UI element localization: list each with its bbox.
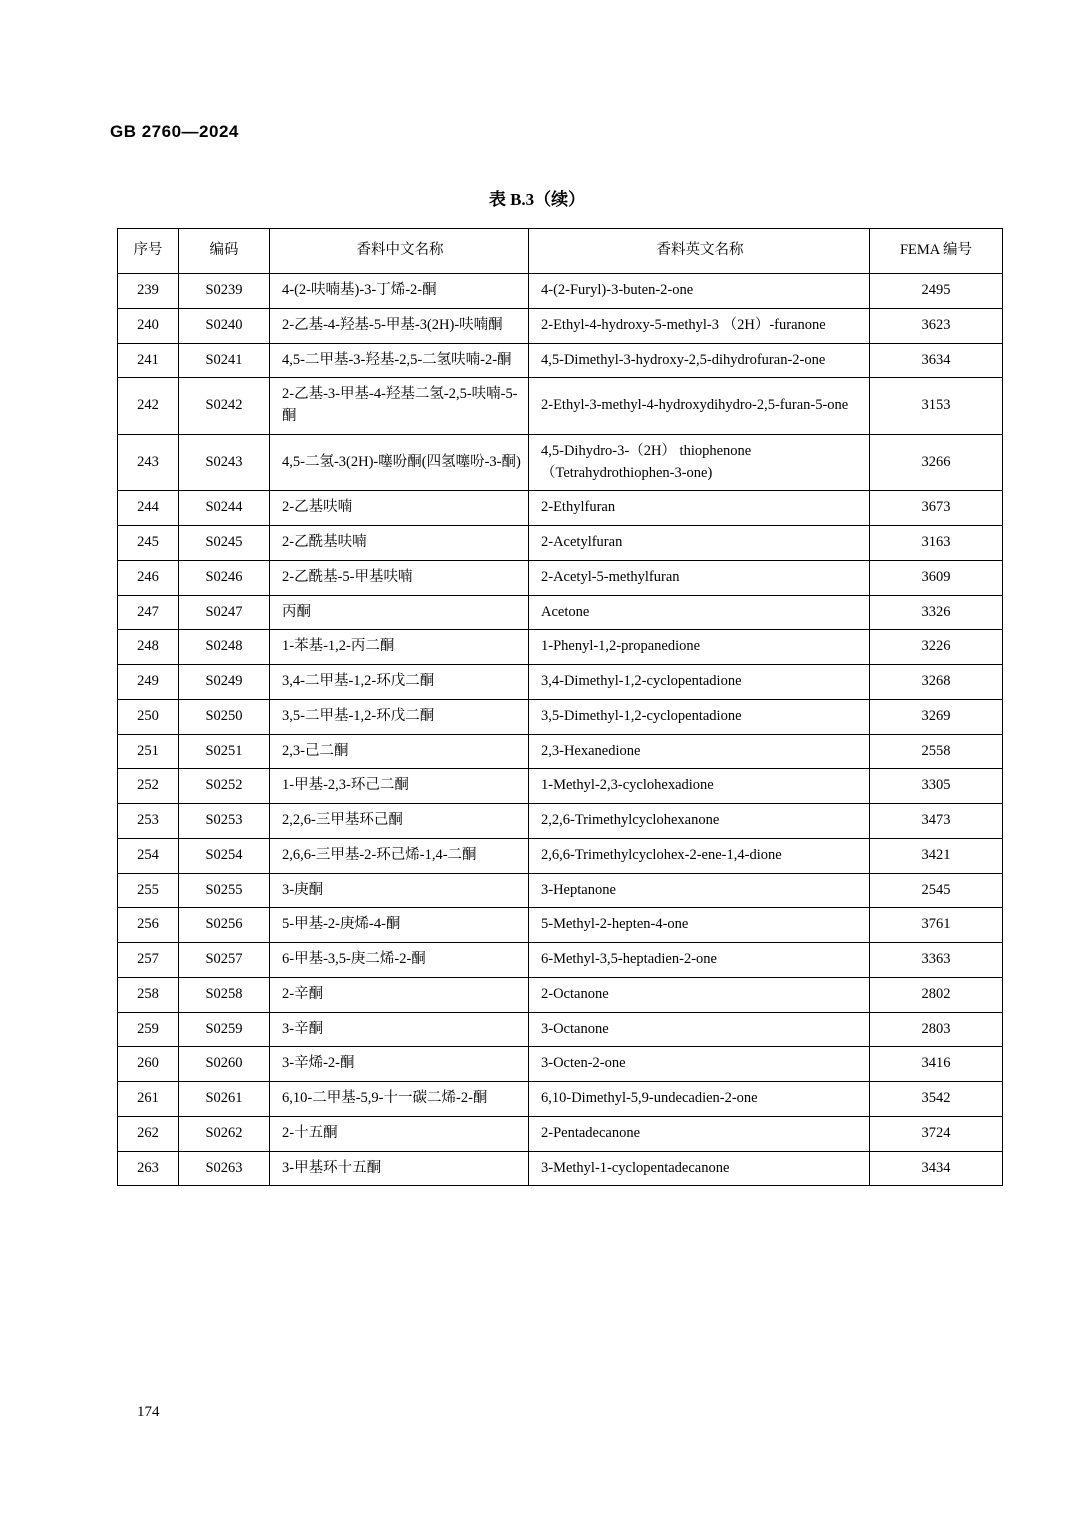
cell-no: 258 [118,977,179,1012]
cell-english-name: 2-Octanone [529,977,870,1012]
cell-no: 247 [118,595,179,630]
cell-code: S0248 [179,630,270,665]
table-row [118,943,1003,978]
table-header [118,229,1003,274]
cell-code: S0247 [179,595,270,630]
cell-fema: 3269 [870,699,1003,734]
table-row [118,769,1003,804]
cell-chinese-name: 2,2,6-三甲基环己酮 [270,804,529,839]
cell-no: 254 [118,838,179,873]
table-row [118,873,1003,908]
cell-code: S0258 [179,977,270,1012]
cell-code: S0250 [179,699,270,734]
table-row [118,595,1003,630]
cell-no: 256 [118,908,179,943]
table-row [118,343,1003,378]
cell-no: 255 [118,873,179,908]
cell-chinese-name: 2,3-己二酮 [270,734,529,769]
cell-no: 240 [118,308,179,343]
cell-code: S0249 [179,665,270,700]
cell-english-name: 5-Methyl-2-hepten-4-one [529,908,870,943]
cell-code: S0263 [179,1151,270,1186]
table-row [118,1116,1003,1151]
flavoring-substances-table [117,228,1003,1186]
table-row [118,908,1003,943]
cell-chinese-name: 2-辛酮 [270,977,529,1012]
cell-no: 260 [118,1047,179,1082]
table-caption: 表 B.3（续） [488,190,586,209]
cell-fema: 3542 [870,1082,1003,1117]
cell-english-name: 4,5-Dihydro-3-（2H） thiophenone （Tetrahydrothiophen-3-one) [529,434,870,491]
cell-no: 244 [118,491,179,526]
table-row [118,1012,1003,1047]
cell-chinese-name: 丙酮 [270,595,529,630]
cell-english-name: 3,4-Dimethyl-1,2-cyclopentadione [529,665,870,700]
cell-english-name: 6-Methyl-3,5-heptadien-2-one [529,943,870,978]
cell-code: S0253 [179,804,270,839]
cell-fema: 3673 [870,491,1003,526]
table-row [118,1082,1003,1117]
column-header-english-name: 香料英文名称 [529,229,870,274]
table-row [118,734,1003,769]
cell-english-name: 2-Ethyl-4-hydroxy-5-methyl-3 （2H）-furanone [529,308,870,343]
cell-chinese-name: 5-甲基-2-庚烯-4-酮 [270,908,529,943]
cell-fema: 3724 [870,1116,1003,1151]
table-row [118,699,1003,734]
cell-english-name: 4-(2-Furyl)-3-buten-2-one [529,274,870,309]
cell-code: S0251 [179,734,270,769]
cell-chinese-name: 6,10-二甲基-5,9-十一碳二烯-2-酮 [270,1082,529,1117]
cell-no: 241 [118,343,179,378]
cell-chinese-name: 4-(2-呋喃基)-3-丁烯-2-酮 [270,274,529,309]
cell-code: S0243 [179,434,270,491]
cell-fema: 2495 [870,274,1003,309]
cell-chinese-name: 4,5-二甲基-3-羟基-2,5-二氢呋喃-2-酮 [270,343,529,378]
table-row [118,378,1003,435]
column-header-code: 编码 [179,229,270,274]
cell-code: S0252 [179,769,270,804]
cell-english-name: 3-Methyl-1-cyclopentadecanone [529,1151,870,1186]
cell-code: S0240 [179,308,270,343]
cell-fema: 3473 [870,804,1003,839]
cell-code: S0259 [179,1012,270,1047]
table-row [118,630,1003,665]
cell-chinese-name: 4,5-二氢-3(2H)-噻吩酮(四氢噻吩-3-酮) [270,434,529,491]
cell-english-name: 1-Methyl-2,3-cyclohexadione [529,769,870,804]
cell-code: S0260 [179,1047,270,1082]
cell-english-name: 2,6,6-Trimethylcyclohex-2-ene-1,4-dione [529,838,870,873]
cell-no: 262 [118,1116,179,1151]
cell-fema: 3416 [870,1047,1003,1082]
cell-code: S0257 [179,943,270,978]
cell-fema: 3266 [870,434,1003,491]
cell-english-name: 3,5-Dimethyl-1,2-cyclopentadione [529,699,870,734]
table-row [118,804,1003,839]
column-header-no: 序号 [118,229,179,274]
table-row [118,665,1003,700]
cell-chinese-name: 1-苯基-1,2-丙二酮 [270,630,529,665]
cell-fema: 3305 [870,769,1003,804]
cell-no: 250 [118,699,179,734]
table-row [118,274,1003,309]
cell-chinese-name: 3-辛烯-2-酮 [270,1047,529,1082]
table-row [118,1047,1003,1082]
cell-chinese-name: 2-乙酰基呋喃 [270,526,529,561]
table-row [118,308,1003,343]
cell-english-name: 2-Acetylfuran [529,526,870,561]
cell-no: 252 [118,769,179,804]
cell-no: 263 [118,1151,179,1186]
cell-no: 245 [118,526,179,561]
cell-no: 239 [118,274,179,309]
cell-chinese-name: 6-甲基-3,5-庚二烯-2-酮 [270,943,529,978]
cell-fema: 2558 [870,734,1003,769]
cell-no: 246 [118,560,179,595]
cell-english-name: 4,5-Dimethyl-3-hydroxy-2,5-dihydrofuran-2-one [529,343,870,378]
cell-fema: 2802 [870,977,1003,1012]
table-row [118,434,1003,491]
cell-fema: 3623 [870,308,1003,343]
cell-no: 242 [118,378,179,435]
cell-chinese-name: 1-甲基-2,3-环己二酮 [270,769,529,804]
cell-english-name: 3-Octen-2-one [529,1047,870,1082]
cell-english-name: 2-Pentadecanone [529,1116,870,1151]
cell-no: 257 [118,943,179,978]
cell-fema: 3363 [870,943,1003,978]
cell-english-name: 6,10-Dimethyl-5,9-undecadien-2-one [529,1082,870,1117]
cell-code: S0245 [179,526,270,561]
table-container [117,228,973,1186]
cell-fema: 3761 [870,908,1003,943]
cell-fema: 3153 [870,378,1003,435]
cell-fema: 3163 [870,526,1003,561]
cell-fema: 3421 [870,838,1003,873]
cell-fema: 2545 [870,873,1003,908]
cell-code: S0256 [179,908,270,943]
cell-chinese-name: 2-十五酮 [270,1116,529,1151]
cell-english-name: 2-Ethyl-3-methyl-4-hydroxydihydro-2,5-furan-5-one [529,378,870,435]
cell-english-name: 3-Octanone [529,1012,870,1047]
cell-chinese-name: 3-辛酮 [270,1012,529,1047]
table-body [118,274,1003,1186]
cell-code: S0262 [179,1116,270,1151]
cell-fema: 3326 [870,595,1003,630]
page-header: GB 2760—2024 [110,122,239,141]
cell-fema: 3609 [870,560,1003,595]
cell-fema: 3226 [870,630,1003,665]
cell-english-name: 2-Acetyl-5-methylfuran [529,560,870,595]
cell-english-name: 2,3-Hexanedione [529,734,870,769]
cell-chinese-name: 2-乙基-3-甲基-4-羟基二氢-2,5-呋喃-5-酮 [270,378,529,435]
cell-code: S0242 [179,378,270,435]
table-row [118,560,1003,595]
cell-no: 259 [118,1012,179,1047]
table-row [118,526,1003,561]
cell-code: S0239 [179,274,270,309]
cell-chinese-name: 3-庚酮 [270,873,529,908]
cell-code: S0254 [179,838,270,873]
cell-code: S0244 [179,491,270,526]
cell-fema: 3634 [870,343,1003,378]
cell-english-name: 2-Ethylfuran [529,491,870,526]
cell-fema: 3434 [870,1151,1003,1186]
cell-english-name: 2,2,6-Trimethylcyclohexanone [529,804,870,839]
cell-no: 253 [118,804,179,839]
cell-code: S0246 [179,560,270,595]
cell-english-name: Acetone [529,595,870,630]
table-row [118,1151,1003,1186]
cell-english-name: 3-Heptanone [529,873,870,908]
cell-chinese-name: 2-乙酰基-5-甲基呋喃 [270,560,529,595]
cell-fema: 2803 [870,1012,1003,1047]
cell-chinese-name: 2-乙基呋喃 [270,491,529,526]
cell-english-name: 1-Phenyl-1,2-propanedione [529,630,870,665]
cell-code: S0261 [179,1082,270,1117]
table-row [118,838,1003,873]
cell-chinese-name: 2-乙基-4-羟基-5-甲基-3(2H)-呋喃酮 [270,308,529,343]
table-row [118,491,1003,526]
table-header-row [118,229,1003,274]
cell-chinese-name: 2,6,6-三甲基-2-环己烯-1,4-二酮 [270,838,529,873]
column-header-fema: FEMA 编号 [870,229,1003,274]
cell-no: 261 [118,1082,179,1117]
cell-fema: 3268 [870,665,1003,700]
table-row [118,977,1003,1012]
cell-code: S0241 [179,343,270,378]
cell-chinese-name: 3,5-二甲基-1,2-环戊二酮 [270,699,529,734]
page-number: 174 [137,1404,160,1420]
cell-no: 251 [118,734,179,769]
cell-no: 243 [118,434,179,491]
cell-no: 249 [118,665,179,700]
cell-chinese-name: 3,4-二甲基-1,2-环戊二酮 [270,665,529,700]
cell-chinese-name: 3-甲基环十五酮 [270,1151,529,1186]
column-header-chinese-name: 香料中文名称 [270,229,529,274]
cell-no: 248 [118,630,179,665]
cell-code: S0255 [179,873,270,908]
